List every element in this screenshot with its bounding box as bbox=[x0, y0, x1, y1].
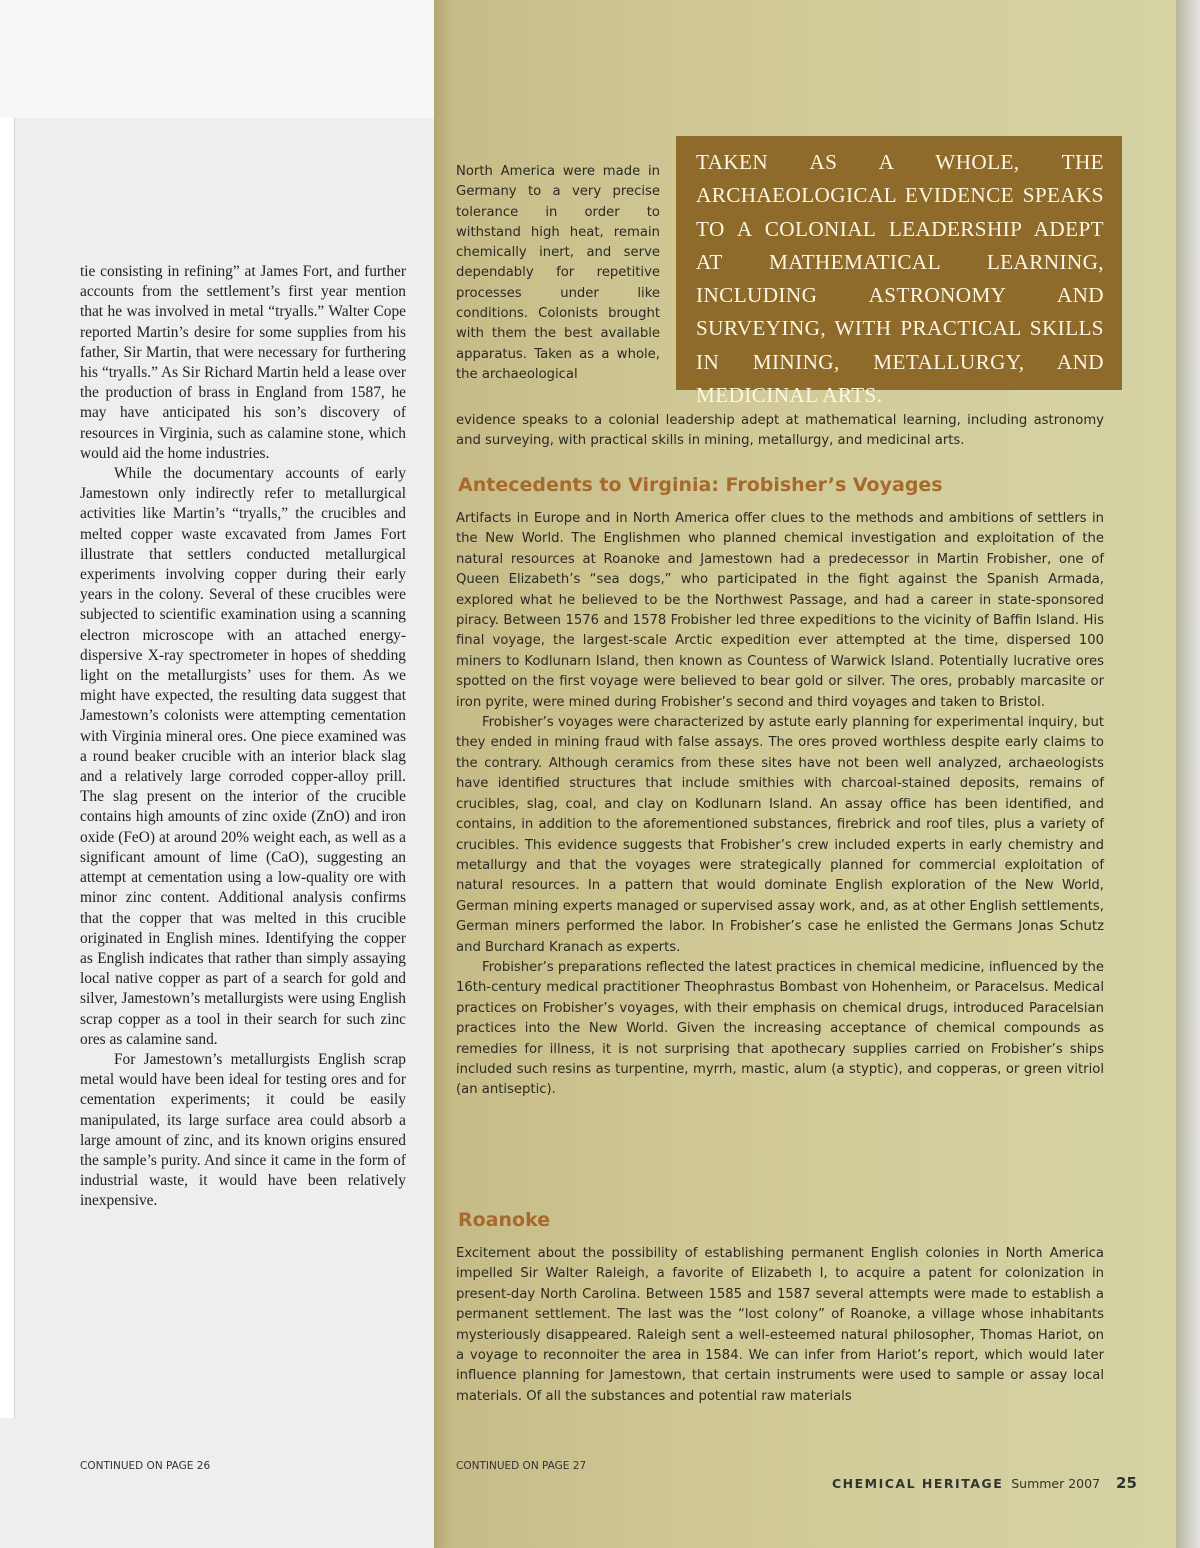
section-heading-roanoke: Roanoke bbox=[458, 1209, 551, 1231]
frobisher-paragraph-1: Artifacts in Europe and in North America offer clues to the methods and ambitions of settlers in the New World. The Englishmen who planned chemical investigation and exploitation of the natural resources at Roanoke and Jamestown had a predecessor in Martin Frobisher, one of Queen Elizabeth’s “sea dogs,” who participated in the fight against the Spanish Armada, explored what he believed to be the Northwest Passage, and had a career in state-sponsored piracy. Between 1576 and 1578 Frobisher led three expeditions to the vicinity of Baffin Island. His final voyage, the largest-scale Arctic expedition ever attempted at the time, dispersed 100 miners to Kodlunarn Island, then known as Countess of Warwick Island. Potentially lucrative ores spotted on the first voyage were believed to bear gold or silver. The ores, probably marcasite or iron pyrite, were mined during Frobisher’s second and third voyages and taken to Bristol. bbox=[456, 511, 1104, 710]
left-page-edge bbox=[0, 118, 15, 1418]
magazine-name: CHEMICAL HERITAGE bbox=[832, 1476, 1004, 1491]
roanoke-paragraph-1: Excitement about the possibility of establishing permanent English colonies in North America impelled Sir Walter Raleigh, a favorite of Elizabeth I, to acquire a patent for colonization in present-day North Carolina. Between 1585 and 1587 several attempts were made to establish a permanent settlement. The last was the “lost colony” of Roanoke, a village whose inhabitants mysteriously disappeared. Raleigh sent a well-esteemed natural philosopher, Thomas Hariot, on a voyage to reconnoiter the area in 1584. We can infer from Hariot’s report, which would later influence planning for Jamestown, that certain instruments were used to sample or assay local materials. Of all the substances and potential raw materials bbox=[456, 1246, 1104, 1404]
left-paragraph-3: For Jamestown’s metallurgists English scrap metal would have been ideal for testing ores and for cementation experiments; it could be easily manipulated, its large surface area could absorb a large amount of zinc, and its known origins ensured the sample’s purity. And since it came in the form of industrial waste, it would have been relatively inexpensive. bbox=[80, 1050, 406, 1210]
left-paragraph-1: tie consisting in refining” at James Fort, and further accounts from the settlement’s first year mention that he was involved in metal “tryalls.” Walter Cope reported Martin’s desire for some supplies from his father, Sir Martin, that were necessary for furthering his “tryalls.” As Sir Richard Martin held a lease over the production of brass in England from 1587, he may have anticipated his son’s discovery of resources in Virginia, such as calamine stone, which would aid the home industries. bbox=[80, 263, 406, 462]
right-continued-note: CONTINUED ON PAGE 27 bbox=[456, 1460, 587, 1472]
section-frobisher-body bbox=[456, 509, 1104, 1101]
left-continued-note: CONTINUED ON PAGE 26 bbox=[80, 1460, 211, 1472]
right-intro-continued-text: evidence speaks to a colonial leadership adept at mathematical learning, including astronomy and surveying, with practical skills in mining, metallurgy, and medicinal arts. bbox=[456, 413, 1104, 449]
right-intro-narrow-text: North America were made in Germany to a very precise tolerance in order to withstand high heat, remain chemically inert, and serve dependably for repetitive processes under like conditions. Colonists brought with them the best available apparatus. Taken as a whole, the archaeological bbox=[456, 164, 660, 382]
section-heading-frobisher: Antecedents to Virginia: Frobisher’s Voyages bbox=[458, 474, 943, 496]
section-roanoke-body bbox=[456, 1244, 1104, 1407]
page-edge-shadow bbox=[1176, 0, 1200, 1548]
pull-quote: TAKEN AS A WHOLE, THE ARCHAEOLOGICAL EVIDENCE SPEAKS TO A COLONIAL LEADERSHIP ADEPT AT MATHEMATICAL LEARNING, INCLUDING ASTRONOMY AND SURVEYING, WITH PRACTICAL SKILLS IN MINING, METALLURGY, AND MEDICINAL ARTS. bbox=[676, 136, 1122, 390]
issue-date: Summer 2007 bbox=[1011, 1476, 1101, 1491]
left-page-top-margin bbox=[0, 0, 434, 118]
page-number: 25 bbox=[1116, 1474, 1137, 1492]
left-paragraph-2: While the documentary accounts of early Jamestown only indirectly refer to metallurgical activities like Martin’s “tryalls,” the crucibles and melted copper waste excavated from James Fort illustrate that settlers conducted metallurgical experiments involving copper during their early years in the colony. Several of these crucibles were subjected to scientific examination using a scanning electron microscope with an attached energy-dispersive X-ray spectrometer in hopes of shedding light on the metallurgists’ uses for them. As we might have expected, the resulting data suggest that Jamestown’s colonists were attempting cementation with Virginia mineral ores. One piece examined was a round beaker crucible with an interior black slag and a relatively large corroded copper-alloy prill. The slag present on the interior of the crucible contains high amounts of zinc oxide (ZnO) and iron oxide (FeO) at around 20% weight each, as well as a significant amount of lime (CaO), suggesting an attempt at cementation using a low-quality ore with minor zinc content. Additional analysis confirms that the copper that was melted in this crucible originated in English mines. Identifying the copper as English indicates that rather than simply assaying local native copper as part of a search for gold and silver, Jamestown’s metallurgists were using English scrap copper as a tool in their search for such zinc ores as calamine sand. bbox=[80, 465, 406, 1048]
frobisher-paragraph-3: Frobisher’s preparations reflected the latest practices in chemical medicine, influenced by the 16th-century medical practitioner Theophrastus Bombast von Hohenheim, or Paracelsus. Medical practices on Frobisher’s voyages, with their emphasis on chemical drugs, introduced Paracelsian practices into the New World. Given the increasing acceptance of chemical compounds as remedies for illness, it is not surprising that apothecary supplies carried on Frobisher’s ships included such resins as turpentine, myrrh, mastic, alum (a styptic), and copperas, or green vitriol (an antiseptic). bbox=[456, 959, 1104, 1098]
frobisher-paragraph-2: Frobisher’s voyages were characterized by astute early planning for experimental inquiry, but they ended in mining fraud with false assays. The ores proved worthless despite early claims to the contrary. Although ceramics from these sites have not been well analyzed, archaeologists have identified structures that include smithies with charcoal-stained deposits, remains of crucibles, slag, coal, and clay on Kodlunarn Island. An assay office has been identified, and contains, in addition to the aforementioned substances, firebrick and roof tiles, plus a variety of crucibles. This evidence suggests that Frobisher’s crew included experts in early chemistry and metallurgy and that the voyages were strategically planned for commercial exploitation of natural resources. In a pattern that would dominate English exploration of the New World, German mining experts managed or supervised assay work, and, as at other English settlements, German miners performed the labor. In Frobisher’s case he enlisted the Germans Jonas Schutz and Burchard Kranach as experts. bbox=[456, 715, 1104, 955]
gutter-shadow bbox=[434, 0, 452, 1548]
left-article-column bbox=[80, 262, 406, 1212]
running-footer bbox=[832, 1474, 1137, 1492]
